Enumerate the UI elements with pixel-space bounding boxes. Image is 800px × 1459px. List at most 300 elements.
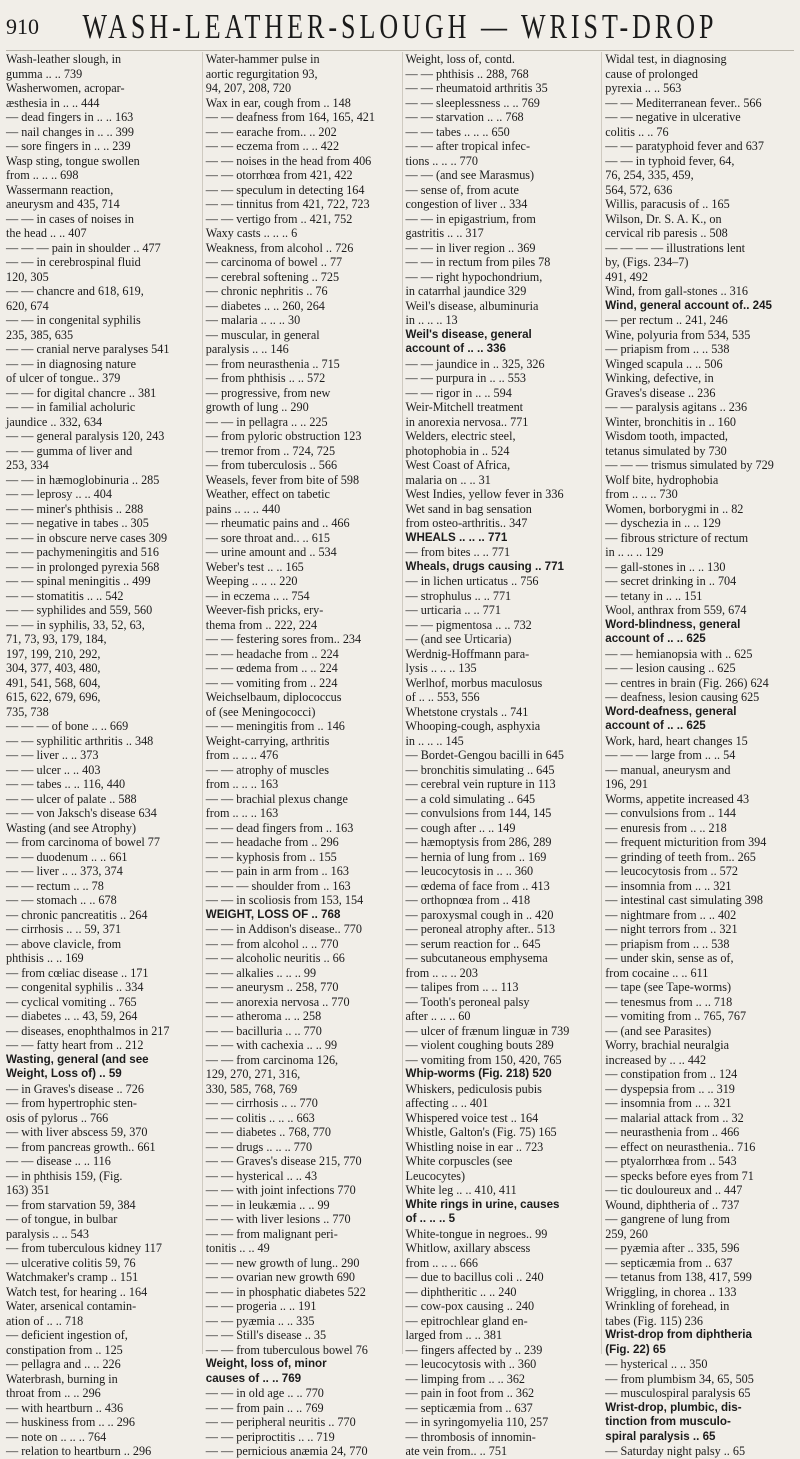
index-entry: — hæmoptysis from 286, 289 (405, 835, 552, 849)
index-entry: — — disease .. .. 116 (6, 1154, 111, 1168)
index-entry: — — aneurysm .. 258, 770 (205, 980, 339, 994)
index-entry: increased by .. .. 442 (605, 1052, 707, 1067)
index-entry: Wolf bite, hydrophobia (605, 472, 719, 487)
index-entry: — dyspepsia from .. .. 319 (605, 1081, 735, 1096)
index-entry: — — speculum in detecting 164 (205, 182, 365, 197)
index-entry: — — ovarian new growth 690 (205, 1270, 356, 1284)
index-entry: from .. .. .. 476 (205, 748, 279, 762)
index-entry: — — with joint infections 770 (205, 1183, 356, 1197)
index-entry: Whistle, Galton's (Fig. 75) 165 (405, 1125, 557, 1139)
index-entry: ation of .. .. 718 (6, 1313, 84, 1328)
index-entry: — progressive, from new (205, 385, 331, 400)
index-entry: — violent coughing bouts 289 (405, 1038, 554, 1052)
index-entry: — from tuberculous kidney 117 (6, 1241, 162, 1255)
index-entry: — — colitis .. .. .. 663 (205, 1110, 315, 1125)
index-entry: Wisdom tooth, impacted, (605, 429, 728, 443)
index-entry: — — stomach .. .. 678 (6, 893, 117, 907)
index-entry: — — right hypochondrium, (405, 269, 543, 284)
index-entry: — — after tropical infec- (405, 139, 531, 153)
index-entry: — — pain in arm from .. 163 (205, 864, 349, 878)
index-entry: throat from .. .. 296 (6, 1386, 101, 1400)
index-entry: Wilson, Dr. S. A. K., on (605, 211, 722, 226)
index-entry: Weil's disease, general (405, 327, 532, 341)
index-entry: — — in obscure nerve cases 309 (6, 530, 168, 545)
index-entry: causes of .. .. 769 (205, 1371, 302, 1385)
index-entry: — vomiting from 150, 420, 765 (405, 1052, 562, 1067)
index-entry: of .. .. 553, 556 (405, 690, 480, 704)
index-entry: after .. .. .. 60 (405, 1009, 471, 1023)
index-entry: Winged scapula .. .. 506 (605, 356, 723, 371)
index-entry: Wet sand in bag sensation (405, 501, 532, 516)
index-entry: Willis, paracusis of .. 165 (605, 197, 730, 211)
page-number: 910 (6, 14, 39, 39)
index-entry: — ulcer of frænum linguæ in 739 (405, 1023, 570, 1038)
index-entry: — — miner's phthisis .. 288 (6, 501, 144, 516)
index-entry: — carcinoma of bowel .. 77 (205, 255, 343, 269)
index-entry: of (see Meningococci) (205, 704, 316, 719)
index-entry: — from carcinoma of bowel 77 (6, 835, 160, 849)
index-entry: Wrist-drop from diphtheria (605, 1328, 752, 1341)
index-entry: from .. .. .. 698 (6, 168, 79, 182)
index-column-1 (6, 52, 197, 1458)
index-entry: Whooping-cough, asphyxia (405, 719, 541, 733)
index-entry: — malarial attack from .. 32 (605, 1110, 744, 1125)
index-entry: Weil's disease, albuminuria (405, 298, 539, 313)
index-entry: — — in epigastrium, from (405, 211, 536, 226)
index-entry: — convulsions from .. 144 (605, 806, 736, 820)
index-entry: paralysis .. .. 543 (6, 1226, 89, 1241)
index-entry: Women, borborygmi in .. 82 (605, 501, 744, 516)
index-entry: — chronic pancreatitis .. 264 (6, 907, 148, 922)
index-entry: — thrombosis of innomin- (405, 1429, 536, 1444)
index-entry: — with heartburn .. 436 (6, 1400, 124, 1415)
index-entry: — — brachial plexus change (205, 791, 348, 806)
index-entry: — — in syphilis, 33, 52, 63, (6, 617, 145, 632)
index-entry: from cocaine .. .. 611 (605, 965, 709, 980)
index-entry: 259, 260 (605, 1226, 648, 1241)
index-entry: — — tabes .. .. 116, 440 (6, 777, 126, 791)
index-entry: congestion of liver .. 334 (405, 197, 528, 211)
index-entry: — — — shoulder from .. 163 (205, 878, 351, 893)
index-entry: — from cœliac disease .. 171 (6, 965, 149, 980)
index-entry: — — pernicious anæmia 24, 770 (205, 1444, 368, 1458)
index-entry: — tremor from .. 724, 725 (205, 443, 336, 458)
index-entry: by, (Figs. 234–7) (605, 255, 689, 269)
index-entry: — from hypertrophic sten- (6, 1096, 137, 1110)
index-entry: — effect on neurasthenia.. 716 (605, 1139, 756, 1154)
index-entry: — — — pain in shoulder .. 477 (6, 240, 161, 255)
index-entry: — Bordet-Gengou bacilli in 645 (405, 748, 564, 762)
index-entry: — epitrochlear gland en- (405, 1313, 528, 1328)
index-entry: — dyschezia in .. .. 129 (605, 516, 721, 530)
index-entry: — — in cerebrospinal fluid (6, 255, 141, 269)
index-entry: account of .. .. 625 (605, 719, 706, 732)
index-entry: Whitlow, axillary abscess (405, 1241, 531, 1255)
index-entry: — from pyloric obstruction 123 (205, 429, 362, 443)
index-entry: tabes (Fig. 115) 236 (605, 1313, 703, 1328)
index-entry: colitis .. .. 76 (605, 124, 669, 139)
index-entry: — (and see Urticaria) (405, 632, 512, 646)
index-entry: — subcutaneous emphysema (405, 951, 548, 965)
index-entry: — from bites .. .. 771 (405, 545, 511, 559)
index-entry: Weight, loss of, minor (205, 1357, 327, 1370)
index-entry: — deficient ingestion of, (6, 1328, 128, 1342)
index-entry: — cyclical vomiting .. 765 (6, 994, 137, 1009)
index-entry: — — duodenum .. .. 661 (6, 849, 128, 864)
index-entry: Wash-leather slough, in (6, 52, 122, 66)
index-entry: — bronchitis simulating .. 645 (405, 762, 555, 777)
index-entry: — — meningitis from .. 146 (205, 719, 345, 733)
index-entry: of ulcer of tongue.. 379 (6, 371, 121, 385)
index-entry: — — atrophy of muscles (205, 762, 329, 777)
index-entry: paralysis .. .. 146 (205, 342, 289, 356)
index-entry: — — from tuberculous bowel 76 (205, 1342, 368, 1357)
index-entry: West Coast of Africa, (405, 458, 511, 472)
index-entry: 615, 622, 679, 696, (6, 690, 101, 704)
index-entry: — œdema of face from .. 413 (405, 878, 550, 893)
index-entry: — — in Addison's disease.. 770 (205, 922, 362, 936)
index-entry: — — from carcinoma 126, (205, 1052, 339, 1067)
index-entry: — — paralysis agitans .. 236 (605, 400, 748, 414)
index-entry: aortic regurgitation 93, (205, 66, 318, 81)
index-entry: larged from .. .. 381 (405, 1328, 503, 1342)
index-entry: — from phthisis .. .. 572 (205, 371, 326, 385)
index-entry: — — with cachexia .. .. 99 (205, 1038, 338, 1052)
index-entry: — — paratyphoid fever and 637 (605, 139, 764, 153)
index-entry: — in eczema .. .. 754 (205, 588, 310, 603)
index-entry: — — general paralysis 120, 243 (6, 429, 165, 443)
index-entry: in catarrhal jaundice 329 (405, 284, 527, 298)
index-entry: WEIGHT, LOSS OF .. 768 (205, 907, 341, 921)
index-entry: — — anorexia nervosa .. 770 (205, 994, 350, 1009)
index-entry: pains .. .. .. 440 (205, 501, 281, 516)
index-entry: — insomnia from .. .. 321 (605, 878, 732, 893)
index-entry: Wool, anthrax from 559, 674 (605, 603, 747, 617)
index-entry: — — ulcer .. .. 403 (6, 762, 101, 777)
index-entry: — malaria .. .. .. 30 (205, 313, 301, 327)
index-entry: — — (and see Marasmus) (405, 168, 535, 182)
index-entry: White leg .. .. 410, 411 (405, 1183, 517, 1197)
index-entry: — — Still's disease .. 35 (205, 1328, 327, 1342)
index-entry: — — drugs .. .. .. 770 (205, 1139, 313, 1154)
running-title: WASH-LEATHER-SLOUGH — WRIST-DROP (82, 6, 718, 46)
index-entry: — frequent micturition from 394 (605, 835, 767, 849)
index-entry: — congenital syphilis .. 334 (6, 980, 144, 994)
index-entry: — in lichen urticatus .. 756 (405, 574, 539, 588)
index-entry: Wind, from gall-stones .. 316 (605, 284, 748, 298)
index-entry: — cerebral softening .. 725 (205, 269, 340, 284)
index-entry: — — rectum .. .. 78 (6, 878, 104, 893)
index-entry: — cow-pox causing .. 240 (405, 1299, 535, 1313)
index-entry: — — jaundice in .. 325, 326 (405, 356, 545, 371)
index-entry: osis of pylorus .. 766 (6, 1110, 109, 1125)
index-entry: — gall-stones in .. .. 130 (605, 559, 726, 574)
index-entry: æsthesia in .. .. 444 (6, 95, 100, 110)
index-entry: 71, 73, 93, 179, 184, (6, 632, 107, 646)
index-entry: — manual, aneurysm and (605, 762, 731, 777)
index-entry: — — progeria .. .. 191 (205, 1299, 317, 1313)
index-entry: in .. .. .. 129 (605, 545, 664, 559)
index-entry: — talipes from .. .. 113 (405, 980, 519, 994)
index-entry: — in Graves's disease .. 726 (6, 1081, 144, 1096)
index-entry: — musculospiral paralysis 65 (605, 1386, 751, 1400)
index-entry: — from neurasthenia .. 715 (205, 356, 340, 371)
index-entry: — neurasthenia from .. 466 (605, 1125, 740, 1139)
index-entry: — — headache from .. 224 (205, 646, 339, 661)
index-entry: 94, 207, 208, 720 (205, 81, 292, 95)
index-entry: West Indies, yellow fever in 336 (405, 487, 564, 501)
index-entry: — secret drinking in .. 704 (605, 574, 737, 588)
index-column-4 (601, 52, 796, 1458)
index-entry: — diseases, enophthalmos in 217 (6, 1023, 170, 1038)
index-entry: 330, 585, 768, 769 (205, 1081, 298, 1096)
index-entry: — grinding of teeth from.. 265 (605, 849, 756, 864)
index-entry: Whistling noise in ear .. 723 (405, 1139, 544, 1154)
index-entry: White rings in urine, causes (405, 1197, 560, 1211)
index-entry: — — in phosphatic diabetes 522 (205, 1284, 366, 1299)
index-entry: — — in pellagra .. .. 225 (205, 414, 328, 429)
index-entry: White-tongue in negroes.. 99 (405, 1226, 548, 1241)
index-entry: — tape (see Tape-worms) (605, 980, 732, 994)
index-entry: 235, 385, 635 (6, 327, 74, 342)
index-entry: — — lesion causing .. 625 (605, 661, 736, 675)
index-entry: — — — of bone .. .. 669 (6, 719, 129, 733)
index-entry: 197, 199, 210, 292, (6, 646, 101, 661)
index-entry: Weeping .. .. .. 220 (205, 574, 298, 588)
index-entry: Wheals, drugs causing .. 771 (405, 559, 564, 573)
index-entry: — ulcerative colitis 59, 76 (6, 1255, 136, 1270)
index-entry: Leucocytes) (405, 1168, 466, 1183)
index-entry: in anorexia nervosa.. 771 (405, 414, 529, 429)
index-entry: — — pigmentosa .. .. 732 (405, 617, 532, 632)
index-entry: — — dead fingers from .. 163 (205, 820, 354, 835)
index-entry: Waterbrash, burning in (6, 1371, 118, 1386)
index-entry: cause of prolonged (605, 66, 698, 81)
index-entry: — cough after .. .. 149 (405, 820, 516, 835)
index-entry: — — in scoliosis from 153, 154 (205, 893, 364, 907)
index-entry: — — in hæmoglobinuria .. 285 (6, 472, 160, 487)
index-entry: affecting .. .. 401 (405, 1096, 489, 1110)
index-entry: Word-deafness, general (605, 704, 737, 718)
index-entry: — — alcoholic neuritis .. 66 (205, 951, 345, 965)
index-entry: tetanus simulated by 730 (605, 443, 727, 458)
index-entry: malaria on .. .. 31 (405, 472, 491, 487)
index-entry: — — sleeplessness .. .. 769 (405, 95, 540, 110)
index-entry: — — cirrhosis .. .. 770 (205, 1096, 318, 1110)
index-entry: — — ulcer of palate .. 588 (6, 791, 137, 806)
index-entry: — pain in foot from .. 362 (405, 1386, 535, 1400)
index-column-3 (402, 52, 597, 1458)
index-entry: — — pyæmia .. .. 335 (205, 1313, 315, 1328)
index-entry: 304, 377, 403, 480, (6, 661, 101, 675)
index-entry: — — phthisis .. 288, 768 (405, 66, 529, 81)
index-entry: Weber's test .. .. 165 (205, 559, 304, 574)
index-entry: — per rectum .. 241, 246 (605, 313, 728, 327)
index-entry: — — — trismus simulated by 729 (605, 458, 774, 472)
index-entry: — — vomiting from .. 224 (205, 675, 338, 690)
index-entry: account of .. .. 625 (605, 632, 706, 645)
index-entry: — diphtheritic .. .. 240 (405, 1284, 517, 1299)
index-entry: — (and see Parasites) (605, 1023, 712, 1038)
index-entry: tinction from musculo- (605, 1415, 731, 1428)
index-entry: — leucocytosis in .. .. 360 (405, 864, 534, 878)
index-entry: Winking, defective, in (605, 371, 714, 385)
index-entry: — cerebral vein rupture in 113 (405, 777, 556, 791)
index-entry: — specks before eyes from 71 (605, 1168, 754, 1183)
index-entry: — relation to heartburn .. 296 (6, 1444, 152, 1458)
index-entry: — — syphilides and 559, 560 (6, 603, 153, 617)
index-entry: from .. .. .. 666 (405, 1255, 478, 1270)
index-entry: ate vein from.. .. 751 (405, 1444, 508, 1458)
index-entry: — tenesmus from .. .. 718 (605, 994, 733, 1009)
index-entry: — — Mediterranean fever.. 566 (605, 95, 762, 110)
index-entry: — dead fingers in .. .. 163 (6, 110, 134, 124)
index-entry: — — eczema from .. .. 422 (205, 139, 340, 153)
index-entry: Werlhof, morbus maculosus (405, 675, 543, 690)
index-entry: — — hemianopsia with .. 625 (605, 646, 753, 661)
index-entry: phthisis .. .. 169 (6, 951, 84, 965)
index-entry: — tetany in .. .. 151 (605, 588, 703, 603)
index-entry: — — kyphosis from .. 155 (205, 849, 337, 864)
index-entry: gastritis .. .. 317 (405, 226, 484, 240)
index-entry: 76, 254, 335, 459, (605, 168, 694, 182)
index-entry: — — liver .. .. 373 (6, 748, 99, 762)
index-entry: — priapism from .. .. 538 (605, 342, 730, 356)
index-entry: Welders, electric steel, (405, 429, 516, 443)
index-entry: Wound, diphtheria of .. 737 (605, 1197, 740, 1212)
index-entry: Whiskers, pediculosis pubis (405, 1081, 542, 1096)
index-entry: — priapism from .. .. 538 (605, 936, 730, 951)
index-entry: — — in old age .. .. 770 (205, 1386, 324, 1400)
index-entry: — hysterical .. .. 350 (605, 1357, 708, 1371)
index-entry: — — liver .. .. 373, 374 (6, 864, 123, 878)
index-entry: — strophulus .. .. 771 (405, 588, 512, 603)
index-entry: — a cold simulating .. 645 (405, 791, 536, 806)
index-entry: Word-blindness, general (605, 617, 741, 631)
index-entry: — — vertigo from .. 421, 752 (205, 211, 353, 226)
index-entry: — — stomatitis .. .. 542 (6, 588, 124, 603)
index-entry: — — otorrhœa from 421, 422 (205, 168, 353, 182)
index-entry: 491, 541, 568, 604, (6, 675, 101, 690)
index-entry: — — negative in ulcerative (605, 110, 741, 124)
index-entry: Watch test, for hearing .. 164 (6, 1284, 148, 1299)
index-entry: — from plumbism 34, 65, 505 (605, 1371, 754, 1386)
index-entry: Weichselbaum, diplococcus (205, 690, 342, 704)
index-entry: Waxy casts .. .. .. 6 (205, 226, 298, 240)
index-entry: — fingers affected by .. 239 (405, 1342, 543, 1357)
index-entry: 120, 305 (6, 269, 49, 284)
index-entry: — diabetes .. .. 43, 59, 264 (6, 1009, 138, 1023)
index-entry: aneurysm and 435, 714 (6, 197, 120, 211)
index-entry: — — new growth of lung.. 290 (205, 1255, 360, 1270)
index-entry: — — pachymeningitis and 516 (6, 545, 159, 559)
index-entry: Wriggling, in chorea .. 133 (605, 1284, 737, 1299)
index-entry: Wasting (and see Atrophy) (6, 820, 137, 835)
index-entry: — — rigor in .. .. 594 (405, 385, 512, 400)
index-entry: 129, 270, 271, 316, (205, 1067, 301, 1081)
index-entry: — — for digital chancre .. 381 (6, 385, 157, 400)
index-entry: — — deafness from 164, 165, 421 (205, 110, 375, 124)
index-entry: Weight, Loss of) .. 59 (6, 1067, 122, 1080)
index-entry: of .. .. .. 5 (405, 1212, 456, 1225)
index-entry: — — rheumatoid arthritis 35 (405, 81, 548, 95)
index-entry: account of .. .. 336 (405, 342, 507, 355)
index-entry: 735, 738 (6, 704, 49, 719)
index-entry: Whetstone crystals .. 741 (405, 704, 529, 719)
index-entry: — insomnia from .. .. 321 (605, 1096, 732, 1110)
index-entry: — — tinnitus from 421, 722, 723 (205, 197, 370, 211)
index-entry: — gangrene of lung from (605, 1212, 730, 1226)
index-entry: — chronic nephritis .. 76 (205, 284, 328, 298)
index-entry: — in phthisis 159, (Fig. (6, 1168, 123, 1183)
index-entry: — — from alcohol .. .. 770 (205, 936, 339, 951)
index-entry: — — starvation .. .. 768 (405, 110, 524, 124)
index-entry: — paroxysmal cough in .. 420 (405, 907, 554, 922)
index-entry: — night terrors from .. 321 (605, 922, 738, 936)
index-entry: — tic douloureux and .. 447 (605, 1183, 743, 1197)
index-entry: Weever-fish pricks, ery- (205, 603, 324, 617)
index-entry: Wassermann reaction, (6, 182, 114, 197)
index-entry: — cirrhosis .. .. 59, 371 (6, 922, 122, 936)
index-entry: — nightmare from .. .. 402 (605, 907, 737, 922)
index-entry: lysis .. .. .. 135 (405, 661, 477, 675)
index-entry: Weight-carrying, arthritis (205, 733, 330, 748)
index-entry: — — syphilitic arthritis .. 348 (6, 733, 154, 748)
index-entry: — sense of, from acute (405, 182, 519, 197)
index-entry: tions .. .. .. 770 (405, 153, 478, 168)
index-entry: Washerwomen, acropar- (6, 81, 125, 95)
index-entry: — — noises in the head from 406 (205, 153, 372, 168)
index-entry: — leucocytosis with .. 360 (405, 1357, 537, 1371)
index-entry: — — festering sores from.. 234 (205, 632, 362, 646)
index-entry: — — œdema from .. .. 224 (205, 661, 338, 675)
index-entry: — — in prolonged pyrexia 568 (6, 559, 160, 574)
index-entry: Wasp sting, tongue swollen (6, 153, 140, 168)
index-entry: — leucocytosis from .. 572 (605, 864, 738, 878)
index-entry: — constipation from .. 124 (605, 1067, 738, 1081)
index-entry: 196, 291 (605, 777, 648, 791)
index-entry: Wind, general account of.. 245 (605, 298, 773, 312)
index-entry: Weir-Mitchell treatment (405, 400, 524, 414)
index-entry: Water, arsenical contamin- (6, 1299, 137, 1313)
index-entry: — — tabes .. .. .. 650 (405, 124, 510, 139)
index-entry: — — in liver region .. 369 (405, 240, 536, 255)
index-entry: — — in familial acholuric (6, 400, 136, 414)
index-entry: thema from .. 222, 224 (205, 617, 318, 632)
index-entry: — — periproctitis .. .. 719 (205, 1429, 335, 1444)
index-entry: — fibrous stricture of rectum (605, 530, 749, 545)
index-entry: — sore fingers in .. .. 239 (6, 139, 131, 153)
index-entry: — sore throat and.. .. 615 (205, 530, 330, 545)
index-entry: — — in cases of noises in (6, 211, 134, 226)
index-column-2 (202, 52, 397, 1458)
index-entry: Graves's disease .. 236 (605, 385, 716, 400)
index-entry: — — in typhoid fever, 64, (605, 153, 735, 168)
index-entry: — convulsions from 144, 145 (405, 806, 552, 820)
index-entry: 564, 572, 636 (605, 182, 673, 197)
index-entry: — deafness, lesion causing 625 (605, 690, 760, 704)
index-entry: — tetanus from 138, 417, 599 (605, 1270, 752, 1284)
index-entry: — — von Jaksch's disease 634 (6, 806, 157, 820)
index-entry: from .. .. .. 163 (205, 806, 279, 820)
index-entry: — septicæmia from .. 637 (605, 1255, 733, 1270)
index-entry: Winter, bronchitis in .. 160 (605, 414, 736, 429)
index-entry: from osteo-arthritis.. 347 (405, 516, 528, 530)
index-entry: — urine amount and .. 534 (205, 545, 337, 559)
index-entry: photophobia in .. 524 (405, 443, 510, 458)
index-entry: — ptyalorrhœa from .. 543 (605, 1154, 737, 1168)
index-entry: growth of lung .. 290 (205, 400, 309, 414)
